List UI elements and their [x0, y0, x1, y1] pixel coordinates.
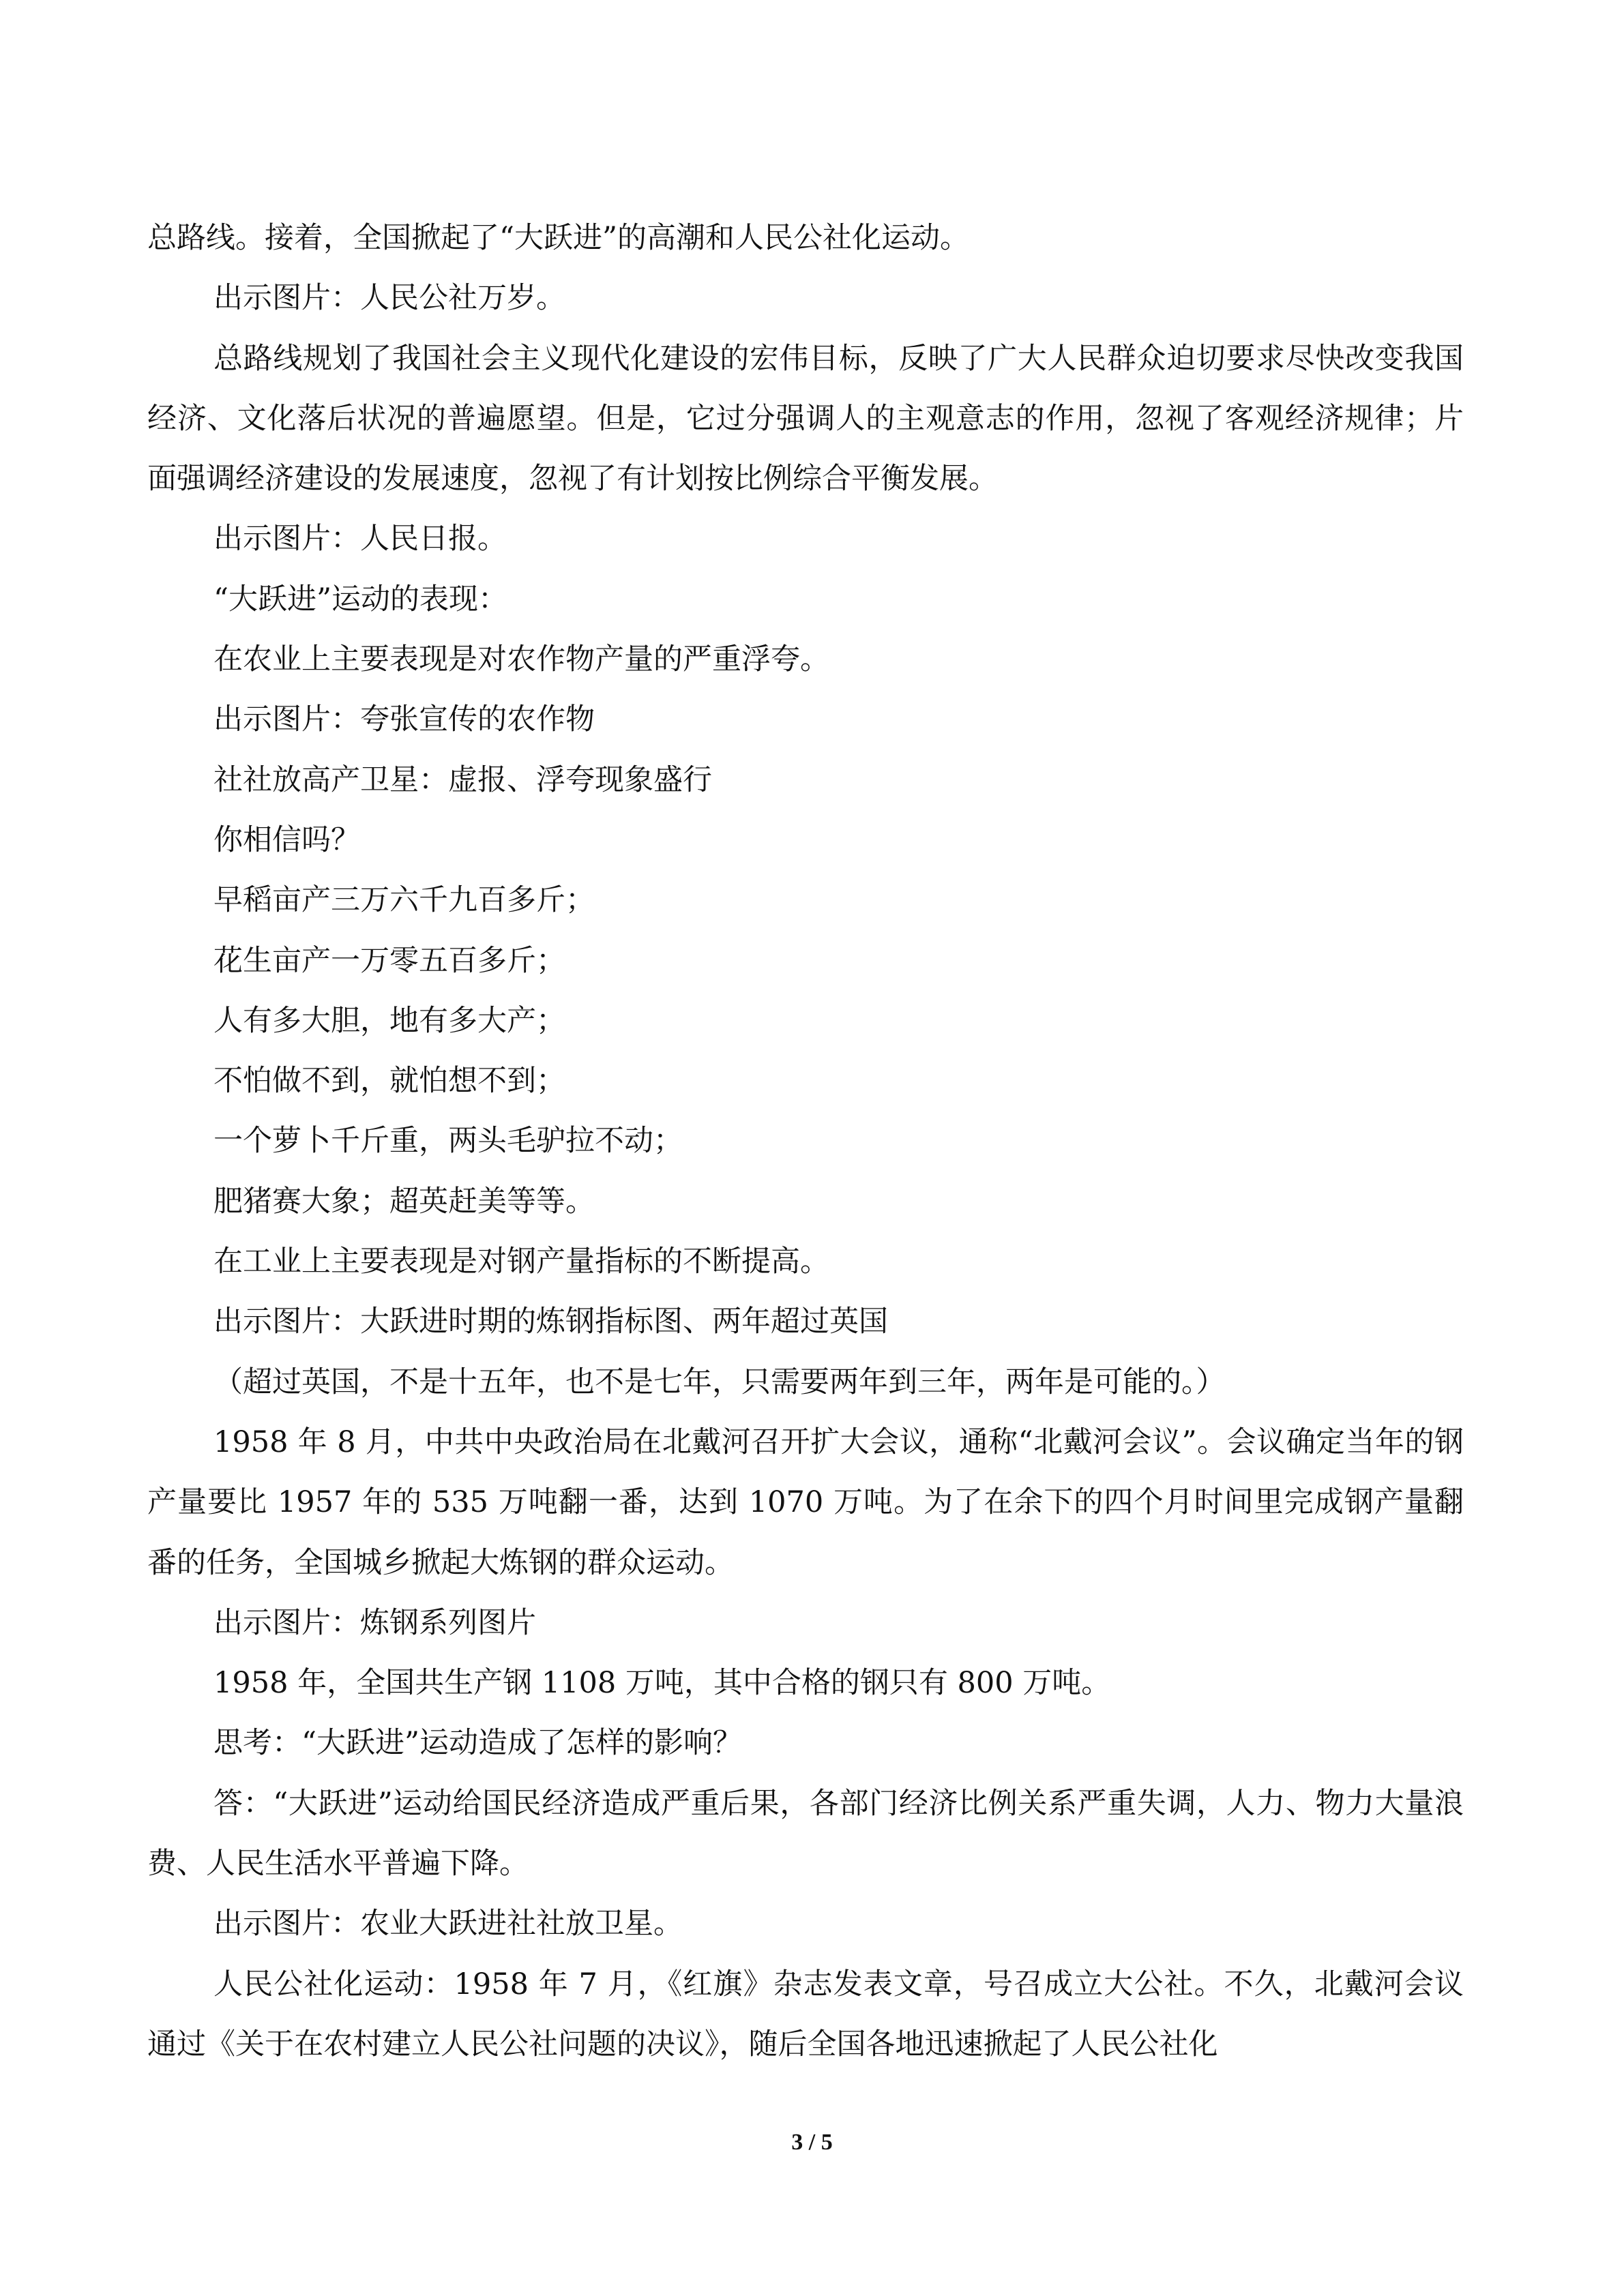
paragraph: 1958 年 8 月，中共中央政治局在北戴河召开扩大会议，通称“北戴河会议”。会议确定当年的钢产量要比 1957 年的 535 万吨翻一番，达到 1070 万吨。为了在余下的四个月时间里完成钢产量翻番的任务，全国城乡掀起大炼钢的群众运动。 — [147, 1425, 1464, 1580]
paragraph: 人有多大胆，地有多大产； — [213, 1003, 565, 1038]
paragraph: 一个萝卜千斤重，两头毛驴拉不动； — [213, 1124, 683, 1159]
paragraph: 你相信吗？ — [213, 822, 360, 857]
paragraph: 在农业上主要表现是对农作物产量的严重浮夸。 — [213, 642, 829, 677]
paragraph: 答：“大跃进”运动给国民经济造成严重后果，各部门经济比例关系严重失调，人力、物力大量浪费、人民生活水平普遍下降。 — [147, 1786, 1464, 1881]
paragraph: （超过英国，不是十五年，也不是七年，只需要两年到三年，两年是可能的。） — [213, 1365, 1226, 1399]
page-body — [147, 208, 1464, 2074]
paragraph: 出示图片：大跃进时期的炼钢指标图、两年超过英国 — [213, 1304, 888, 1339]
paragraph: 总路线规划了我国社会主义现代化建设的宏伟目标，反映了广大人民群众迫切要求尽快改变我国经济、文化落后状况的普遍愿望。但是，它过分强调人的主观意志的作用，忽视了客观经济规律；片面强调经济建设的发展速度，忽视了有计划按比例综合平衡发展。 — [147, 341, 1464, 496]
paragraph: 总路线。接着，全国掀起了“大跃进”的高潮和人民公社化运动。 — [147, 221, 969, 255]
paragraph: 花生亩产一万零五百多斤； — [213, 943, 565, 978]
paragraph: 在工业上主要表现是对钢产量指标的不断提高。 — [213, 1244, 829, 1279]
paragraph: 社社放高产卫星：虚报、浮夸现象盛行 — [213, 762, 712, 797]
paragraph: “大跃进”运动的表现： — [213, 582, 507, 616]
paragraph: 人民公社化运动：1958 年 7 月，《红旗》杂志发表文章，号召成立大公社。不久，北戴河会议通过《关于在农村建立人民公社问题的决议》，随后全国各地迅速掀起了人民公社化 — [147, 1967, 1464, 2061]
page-number: 3 / 5 — [791, 2130, 833, 2155]
paragraph: 出示图片：炼钢系列图片 — [213, 1605, 536, 1640]
paragraph: 出示图片：夸张宣传的农作物 — [213, 702, 595, 737]
paragraph: 不怕做不到，就怕想不到； — [213, 1064, 565, 1099]
paragraph: 肥猪赛大象；超英赶美等等。 — [213, 1184, 595, 1219]
paragraph: 出示图片：人民日报。 — [213, 522, 507, 556]
paragraph: 出示图片：农业大跃进社社放卫星。 — [213, 1907, 683, 1941]
paragraph: 早稻亩产三万六千九百多斤； — [213, 883, 595, 918]
paragraph: 1958 年，全国共生产钢 1108 万吨，其中合格的钢只有 800 万吨。 — [213, 1666, 1111, 1701]
paragraph: 思考：“大跃进”运动造成了怎样的影响？ — [213, 1726, 742, 1761]
paragraph: 出示图片：人民公社万岁。 — [213, 281, 565, 316]
